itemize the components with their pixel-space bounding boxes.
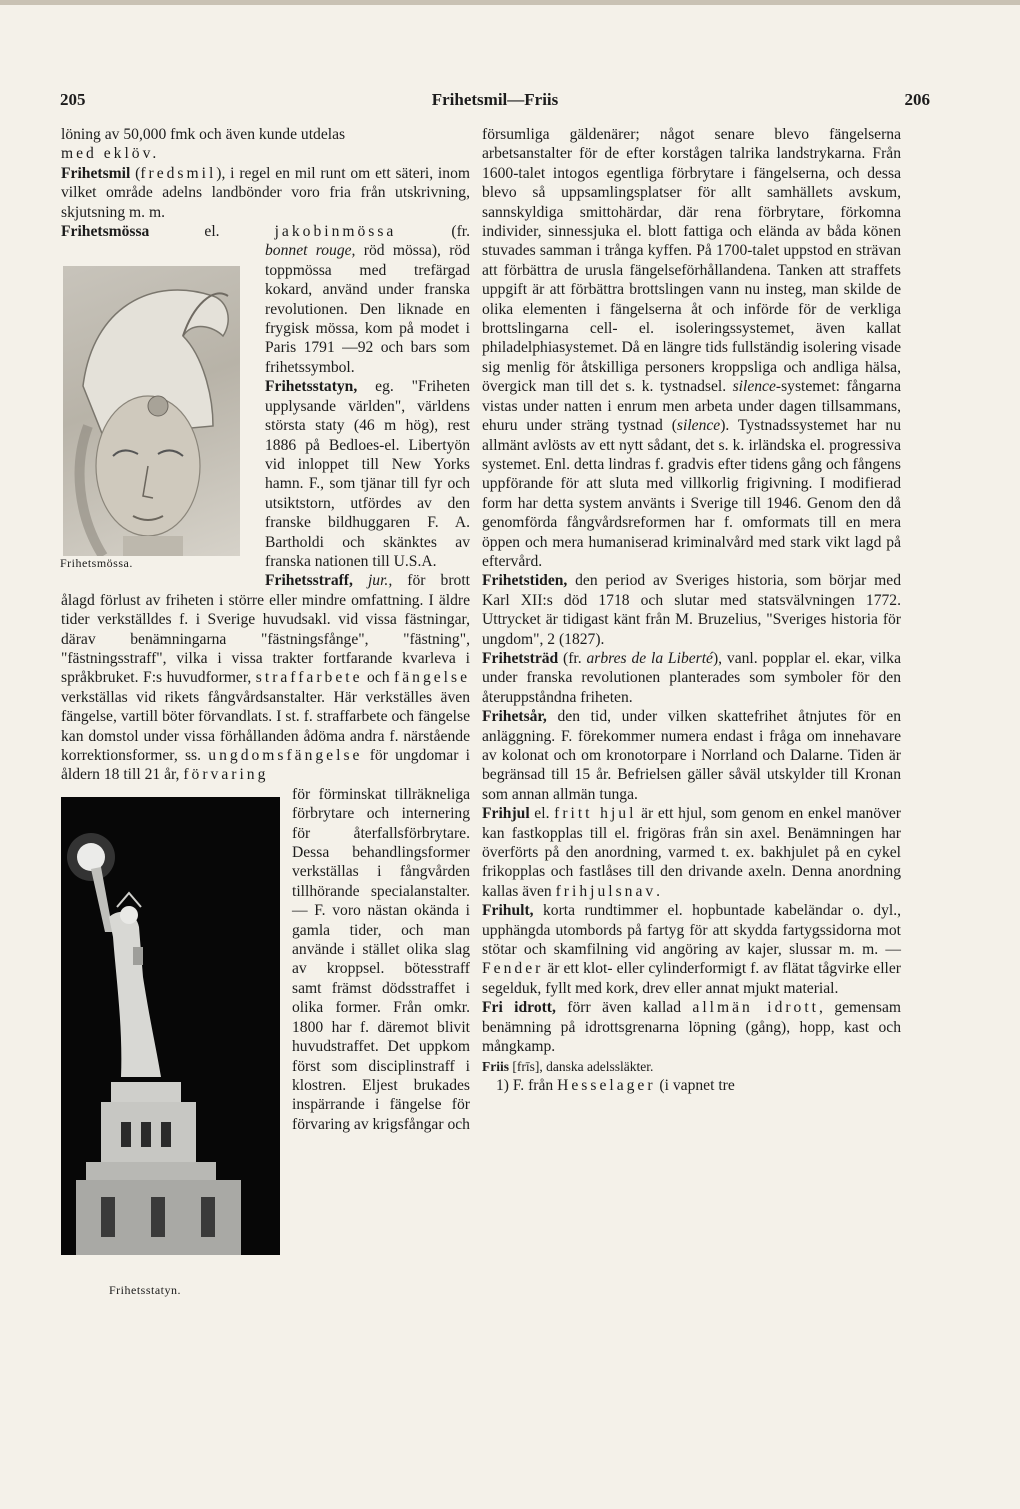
headword: Frihetsmil [61, 164, 131, 182]
text: fritt hjul [554, 805, 637, 823]
text: (i vapnet tre [655, 1076, 735, 1094]
text: den tid, under vilken skattefrihet åtnjutes för en anläggning. F. förekommer numera endast i fråga om innehavare av kolonat och om kronotorpare i Norrland och Dalarne. Tiden är begränsad till 15 år. Befrielsen gäller såväl utskylder till Kronan som annan allmän tunga. [482, 708, 901, 803]
text: är ett klot- eller cylinderformigt f. av flätat tågvirke eller segelduk, fyllt med kork, drev eller annat mjukt material. [482, 960, 901, 997]
text: är ett hjul, som genom en enkel manöver kan fastkopplas till el. frigöras från sin axel. Benämningen har överförts på den anordning, varmed t. ex. bakhjulet på en cykel frikopplas och fastlåses till den drivande axeln. Denna anordning kallas även [482, 805, 901, 900]
text: fredsmil [140, 164, 217, 182]
entry-frihetsmil [61, 164, 470, 222]
text: med eklöv. [61, 145, 160, 163]
text: för förminskat tillräkneliga förbrytare och internering för återfallsförbrytare. Dessa behandlingsformer verkställas i fångvården tillhörande specialanstalter. — F. voro nästan okända i gamla tider, och man använde i stället olika slag av kroppsel. bötesstraff samt främst dödsstraffet i olika former. Från omkr. 1800 har f. däremot blivit huvudstraffet. Det uppkom först som disciplinstraff i klostren. Eljest brukades inspärrande i fängelse för förvaring av krigsfångar och [292, 785, 470, 1133]
entry-frihetstiden [482, 571, 901, 649]
text: [frīs], danska adelssläkter. [509, 1058, 654, 1074]
figure-frihetsmossa [60, 243, 257, 575]
text: löning av 50,000 fmk och även kunde utdelas [61, 126, 346, 143]
text: den period av Sveriges historia, som börjar med Karl XII:s död 1718 och slutar med statsvälvningen 1772. Uttrycket är tidigast känt från M. Bruzelius, "Sveriges historia för ungdom", 2 (1827). [482, 572, 901, 648]
entry-frihetsmossa [61, 222, 470, 241]
text: förr även kallad [555, 999, 693, 1017]
headword: Frihetsträd [482, 649, 559, 667]
text: jakobinmössa [274, 223, 397, 241]
text: silence [676, 417, 721, 435]
left-column [61, 125, 470, 1301]
headword: Frihult, [482, 902, 534, 920]
text: el. [149, 223, 275, 241]
text: el. [529, 805, 555, 823]
entry-frihetsstraff-cont-right [482, 125, 901, 571]
text: för brott ålagd förlust av friheten i större eller mindre omfattning. I äldre tider verkställdes f. i Sverige huvudsakl. vid vissa fästningar, därav benämningarna "fästningsfånge", "fästning", "fästningsstraff", vilka i vissa trakter fortfarande kvarleva i språkbruket. F:s huvudformer, [61, 572, 470, 687]
entry-friis-1 [482, 1076, 901, 1095]
headword: Friis [482, 1058, 509, 1074]
text: ( [135, 164, 141, 182]
headword: Frihetsstraff, [265, 572, 353, 590]
text: (fr. [396, 223, 471, 241]
text: förvaring [183, 766, 269, 784]
text: allmän idrott [692, 999, 820, 1017]
headword: Fri idrott, [482, 999, 556, 1017]
entry-frihetstrad [482, 649, 901, 707]
statue-of-liberty-image [61, 797, 280, 1255]
right-column [482, 125, 901, 1095]
text: fängelse [394, 669, 470, 687]
text: ungdomsfängelse [208, 747, 363, 764]
text: röd mössa), röd toppmössa med trefärgad kokard, använd under franska revolutionen. Den liknade en frygisk mössa, kom på modet i Paris 1791 —92 och bars som frihetssymbol. [265, 242, 470, 376]
figure-caption: Frihetsmössa. [60, 556, 133, 571]
text: ), vanl. popplar el. ekar, vilka under franska revolutionen planterades som symboler för den återuppståndna friheten. [482, 649, 901, 706]
entry-fri-idrott [482, 998, 901, 1056]
page-top-edge [0, 0, 1020, 5]
entry-frihult [482, 901, 901, 998]
text: straffarbete [255, 669, 363, 687]
entry-frihjul [482, 804, 901, 901]
headword: Frihjul [482, 805, 530, 823]
text: verkställas vid rikets fångvårdsanstalter. Här verkställes även fängelse, vartill böter förvandlats. I st. f. straffarbete och fängelse kan domstol under vissa förhållanden ådöma andra f. närstående korrektionsformer, ss. [61, 688, 470, 764]
page-header [60, 90, 930, 114]
entry-frihetsstraff [61, 571, 470, 784]
text: försumliga gäldenärer; något senare blevo fängelserna arbetsanstalter för de efter korstågen talrika landstrykarna. Från 1600-talet intogos egentliga förbrytare i fängelserna, och dessa blevo så uppsamlingsplatser för allt samhällets avskum, sannskyldiga smittohärdar, där rena förbrytare, förkomna individer, sinnessjuka el. blott fattiga och eländа av båda könen stuvades samman i trånga kyffen. På 1700-talet uppstod en strävan att förbättra de urusla fängelseförhållandena. Tanken att straffets uppgift är att förbättra brottslingen vann nu insteg, man skilde de olika elementen i fängelserna åt och införde för de verkliga brottslingarna cell- el. isoleringssystemet, även kallat philadelphiasystemet. Då en längre tids fullständig isolering visade sig menlig för åtskilliga personers kroppsliga och andliga hälsa, övergick man till det s. k. tystnadsel. [482, 126, 901, 396]
text: arbres de la Liberté [586, 649, 713, 667]
text: 1) F. från [496, 1076, 558, 1094]
headword: Frihetsstatyn, [265, 378, 358, 396]
entry-friis [482, 1057, 901, 1076]
text: ), i regel en mil runt om ett säteri, inom vilket område adelns landbönder voro fria från utskrivning, skjutsning m. m. [61, 164, 470, 221]
text: eg. "Friheten upplysande världen", världens största staty (46 m hög), rest 1886 på Bedloes-el. Libertyön vid inloppet till New Yorks hamn. F., som tjänar till fyr och utsiktstorn, utfördes av den franske bildhuggaren F. A. Bartholdi och skänktes av franska nationen till U.S.A. [265, 378, 470, 570]
text: ). Tystnadssystemet har nu allmänt avlösts av ett nytt sådant, det s. k. irländska el. progressiva systemet. Enl. detta lindras f. gradvis efter tidens gång och fångens uppförande för att sluta med villkorlig frigivning. I modifierad form har detta system använts i Sverige till 1946. Genom den då genomförda fångvårdsreformen har f. omformats till en mera öppen och mera humaniserad kriminalvård med stark vikt lagd på eftervård. [482, 417, 901, 570]
headword: Frihetsår, [482, 708, 547, 726]
headword: Frihetstiden, [482, 572, 568, 590]
figure-frihetsstatyn [59, 793, 284, 1301]
phrygian-cap-image [63, 266, 240, 556]
text: (fr. [558, 649, 587, 667]
running-title: Frihetsmil—Friis [431, 90, 559, 109]
page-number-left: 205 [60, 90, 86, 109]
text: Hesselager [557, 1076, 656, 1094]
text: . [656, 882, 661, 900]
text: frihjulsnav [555, 882, 657, 900]
text: silence [732, 378, 776, 396]
text: för ungdomar i åldern 18 till 21 år, [61, 747, 470, 784]
text: och [362, 669, 395, 687]
text: korta rundtimmer el. hopbuntade kabeländar o. dyl., upphängda utombords på fartyg för att skydda fartygssidorna mot stötar och skamfilning vid angöring av kajer, slussar m. m. — [482, 902, 901, 959]
text: bonnet rouge, [265, 242, 356, 260]
text: , gemensam benämning på idrottsgrenarna löpning (gång), hopp, kast och mångkamp. [482, 999, 902, 1056]
text: jur., [352, 572, 393, 590]
page-number-right: 206 [904, 90, 930, 109]
figure-caption: Frihetsstatyn. [109, 1283, 181, 1298]
continuation-paragraph [61, 125, 470, 164]
text: -systemet: fångarna vistas under natten i enrum men arbeta under dagen tillsammans, ehuru under sträng tystnad ( [482, 378, 901, 435]
entry-frihetsar [482, 707, 901, 804]
headword: Frihetsmössa [61, 223, 150, 241]
text: Fender [482, 960, 544, 978]
